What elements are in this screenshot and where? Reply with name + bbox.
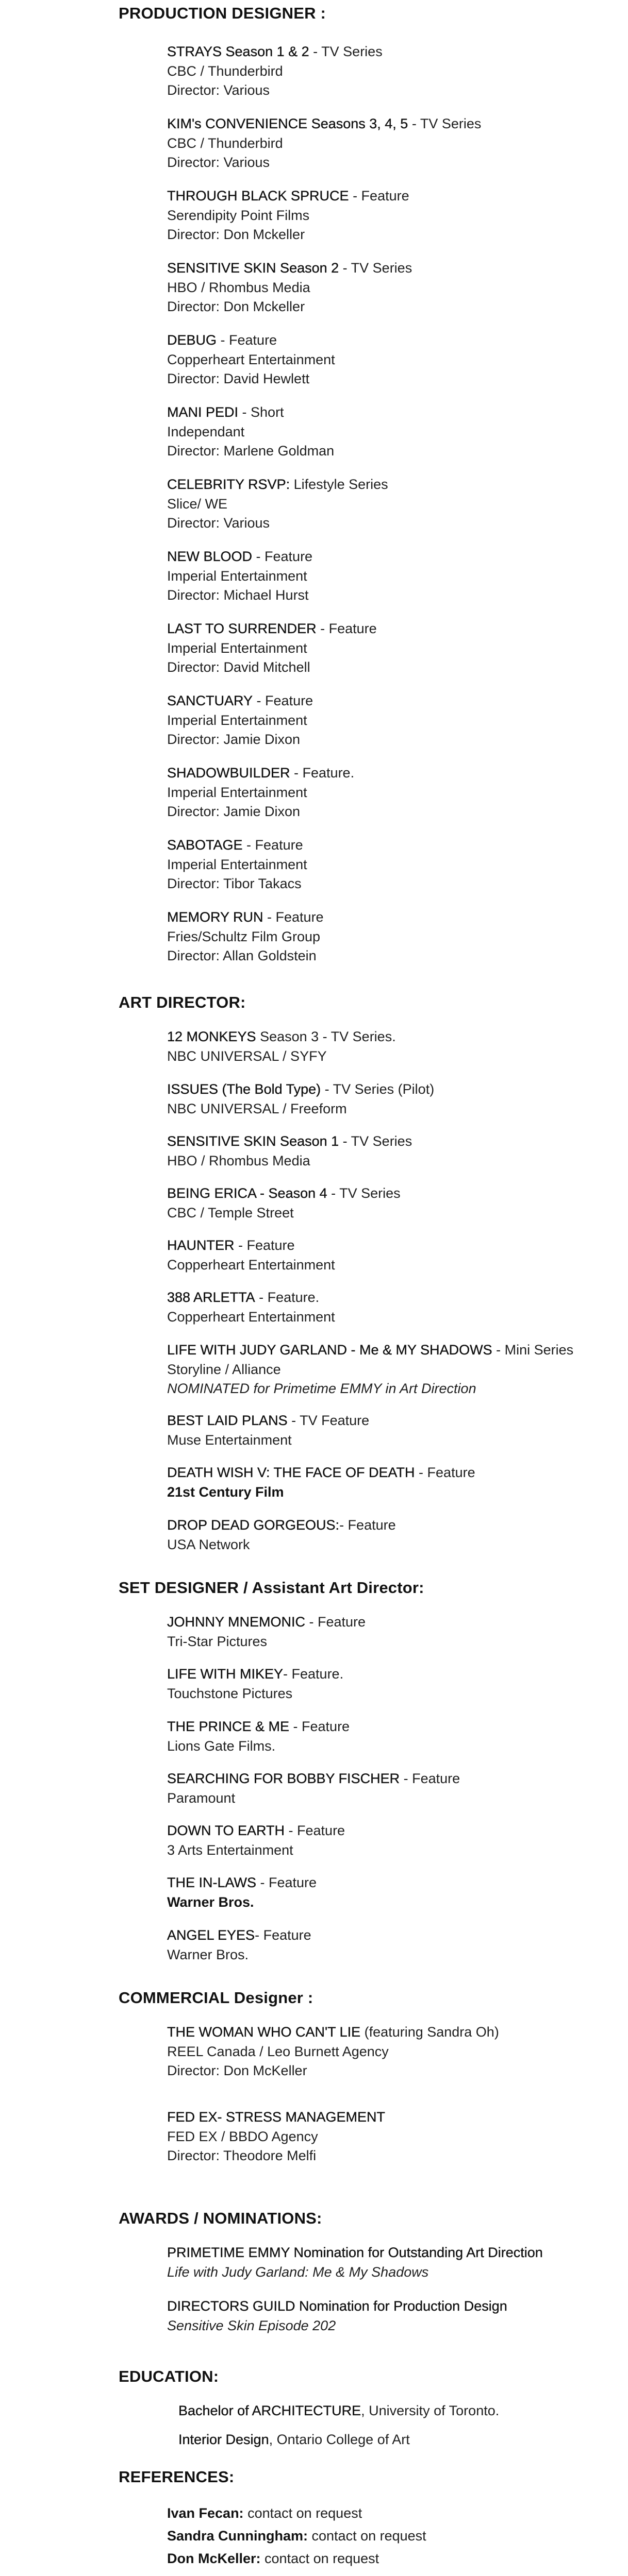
credit-title-line [167, 764, 610, 783]
credit-type: - Short [238, 404, 284, 420]
credit-company: NBC UNIVERSAL / Freeform [167, 1100, 347, 1116]
credit-company: Copperheart Entertainment [167, 1309, 335, 1325]
credit-entry [167, 836, 610, 894]
credit-title-line [167, 2297, 610, 2316]
credit-title-line [167, 1613, 610, 1632]
credit-type: - Feature [255, 1927, 311, 1943]
credit-type: - Feature [256, 1875, 317, 1890]
credit-title-line [167, 187, 610, 206]
credit-entry [167, 691, 610, 750]
credit-title-line [167, 619, 610, 639]
credit-entry [167, 1080, 610, 1118]
credit-title-line [167, 1132, 610, 1151]
credit-company: CBC / Thunderbird [167, 135, 283, 151]
credit-type: - Feature. [283, 1666, 344, 1682]
credit-type: Season 3 - TV Series. [256, 1029, 396, 1044]
credit-title: PRIMETIME EMMY Nomination for Outstanding Art Direction [167, 2245, 543, 2260]
credit-entry [167, 403, 610, 461]
section-heading: REFERENCES: [119, 2468, 235, 2486]
credit-type: Lifestyle Series [290, 477, 388, 492]
credit-company: Touchstone Pictures [167, 1685, 293, 1701]
credit-title: JOHNNY MNEMONIC [167, 1614, 306, 1630]
credit-title: MEMORY RUN [167, 909, 263, 925]
credit-type: - Feature [242, 837, 303, 853]
credit-title-line [167, 1926, 610, 1945]
credit-type: - Feature [400, 1771, 460, 1786]
credit-title: SABOTAGE [167, 837, 243, 853]
credit-type: (featuring Sandra Oh) [360, 2024, 499, 2040]
credit-company: Storyline / Alliance [167, 1361, 281, 1377]
credit-company: HBO / Rhombus Media [167, 1153, 310, 1168]
credit-company: USA Network [167, 1536, 250, 1552]
credit-company: FED EX / BBDO Agency [167, 2128, 318, 2144]
credit-title-line [167, 2243, 610, 2263]
credit-director: Director: Various [167, 155, 270, 170]
credit-entry [167, 619, 610, 677]
credit-title: NEW BLOOD [167, 549, 253, 564]
credit-type: - Feature [252, 549, 313, 564]
credit-title-line [167, 114, 610, 134]
credit-type: - TV Series [309, 44, 383, 59]
credit-entry [167, 259, 610, 317]
credit-company: Copperheart Entertainment [167, 1257, 335, 1273]
credit-company: CBC / Temple Street [167, 1205, 294, 1221]
credit-title: 12 MONKEYS [167, 1029, 256, 1044]
reference-line [167, 2549, 610, 2569]
credit-title-line [167, 331, 610, 350]
credit-title: THE PRINCE & ME [167, 1719, 290, 1734]
credit-title: 388 ARLETTA [167, 1290, 255, 1305]
credit-title: LAST TO SURRENDER [167, 621, 317, 636]
credit-title-line [167, 1341, 610, 1360]
credit-title-line [167, 42, 610, 62]
credit-director: Director: Don Mckeller [167, 299, 305, 314]
credit-title-line [167, 1080, 610, 1099]
credit-entry [167, 475, 610, 533]
credit-company: 21st Century Film [167, 1484, 284, 1500]
credit-entry [178, 2401, 622, 2421]
credit-company: Muse Entertainment [167, 1432, 292, 1448]
credit-title-line [167, 1411, 610, 1431]
credit-type: - Feature. [290, 765, 355, 781]
credit-title-line [167, 908, 610, 927]
credit-title-line [167, 1184, 610, 1204]
credit-title: DIRECTORS GUILD Nomination for Production Design [167, 2298, 507, 2314]
credit-type: - Feature [263, 909, 324, 925]
credit-entry [167, 187, 610, 245]
credit-company: Lions Gate Films. [167, 1738, 276, 1754]
credit-type: - Feature [305, 1614, 366, 1630]
reference-note: contact on request [308, 2528, 426, 2544]
credit-entry [167, 114, 610, 173]
credit-title: SHADOWBUILDER [167, 765, 290, 781]
credit-company: Tri-Star Pictures [167, 1633, 268, 1649]
credit-title: HAUNTER [167, 1238, 235, 1253]
credit-director: Director: David Hewlett [167, 371, 310, 386]
credit-title-line [167, 1288, 610, 1308]
credit-entry [167, 1288, 610, 1327]
credit-title: STRAYS Season 1 & 2 [167, 44, 309, 59]
credit-title: KIM's CONVENIENCE Seasons 3, 4, 5 [167, 116, 408, 131]
credit-entry [167, 2243, 610, 2282]
credit-title: DEATH WISH V: THE FACE OF DEATH [167, 1465, 415, 1480]
credit-type: - Mini Series [492, 1342, 574, 1358]
credit-title-line [167, 403, 610, 422]
credit-title: ANGEL EYES [167, 1927, 255, 1943]
credit-director: Director: Allan Goldstein [167, 948, 317, 963]
credit-title-line [167, 691, 610, 711]
credit-type: - Feature [316, 621, 377, 636]
section-heading: COMMERCIAL Designer : [119, 1989, 313, 2007]
credit-title-line [167, 1717, 610, 1737]
credit-entry [167, 1717, 610, 1756]
credit-company: REEL Canada / Leo Burnett Agency [167, 2043, 389, 2059]
credit-type: - TV Series (Pilot) [321, 1081, 435, 1097]
credit-type: - Feature [253, 693, 313, 708]
credit-title-line [167, 547, 610, 567]
credit-company: Imperial Entertainment [167, 712, 307, 728]
reference-note: contact on request [243, 2505, 362, 2521]
credit-title-line [167, 1665, 610, 1684]
credit-director: Director: Tibor Takacs [167, 876, 302, 891]
credit-company: Copperheart Entertainment [167, 351, 335, 367]
credit-title: MANI PEDI [167, 404, 239, 420]
credit-entry [167, 1516, 610, 1554]
credit-company: Paramount [167, 1790, 236, 1806]
credit-entry [167, 764, 610, 822]
credit-company: Imperial Entertainment [167, 784, 307, 800]
credit-title-line [167, 259, 610, 278]
section-heading: SET DESIGNER / Assistant Art Director: [119, 1579, 424, 1597]
credit-company: Independant [167, 423, 245, 439]
credit-entry [167, 2297, 610, 2335]
credit-type: - Feature [289, 1719, 350, 1734]
credit-type: - Feature [234, 1238, 295, 1253]
credit-title: ISSUES (The Bold Type) [167, 1081, 321, 1097]
credit-director: Director: Various [167, 515, 270, 531]
credit-director: Director: Theodore Melfi [167, 2148, 317, 2163]
credit-title: LIFE WITH JUDY GARLAND - Me & MY SHADOWS [167, 1342, 492, 1358]
section-heading: AWARDS / NOMINATIONS: [119, 2209, 322, 2227]
reference-name: Ivan Fecan: [167, 2505, 244, 2521]
credit-entry [167, 1463, 610, 1502]
credit-type: - Feature. [255, 1290, 320, 1305]
credit-title-line [167, 1463, 610, 1483]
reference-entry [167, 2527, 610, 2546]
credit-title-line [178, 2430, 622, 2450]
credit-type: - Feature [217, 332, 277, 348]
credit-company: NBC UNIVERSAL / SYFY [167, 1048, 327, 1064]
credit-title-line [167, 2108, 610, 2127]
credit-entry [167, 42, 610, 100]
credit-title: THE WOMAN WHO CAN'T LIE [167, 2024, 361, 2040]
credit-entry [167, 547, 610, 605]
credit-entry [167, 1769, 610, 1808]
credit-director: Director: Various [167, 82, 270, 98]
credit-note: Sensitive Skin Episode 202 [167, 2317, 336, 2333]
credit-entry [167, 2023, 610, 2081]
credit-type: , Ontario College of Art [269, 2432, 410, 2447]
credit-title-line [167, 1769, 610, 1789]
credit-title-line [167, 475, 610, 495]
credit-note: Life with Judy Garland: Me & My Shadows [167, 2264, 429, 2280]
section-heading: EDUCATION: [119, 2367, 219, 2385]
credit-title-line [167, 836, 610, 855]
credit-entry [167, 908, 610, 966]
credit-title: SEARCHING FOR BOBBY FISCHER [167, 1771, 400, 1786]
credit-type: - Feature [285, 1823, 345, 1838]
credit-director: Director: Jamie Dixon [167, 732, 301, 747]
credit-company: CBC / Thunderbird [167, 63, 283, 79]
credit-title-line [178, 2401, 622, 2421]
credit-director: Director: Michael Hurst [167, 587, 309, 603]
section-heading: PRODUCTION DESIGNER : [119, 4, 326, 22]
credit-entry [167, 1665, 610, 1703]
credit-entry [178, 2430, 622, 2450]
credit-title: Interior Design [178, 2432, 269, 2447]
credit-type: - TV Series [339, 260, 412, 276]
credit-title: Bachelor of ARCHITECTURE [178, 2403, 361, 2418]
credit-title: CELEBRITY RSVP: [167, 477, 290, 492]
credit-type: - Feature [339, 1517, 396, 1533]
credit-director: Director: David Mitchell [167, 659, 310, 675]
credit-entry [167, 1926, 610, 1964]
credit-title: BEING ERICA - Season 4 [167, 1185, 327, 1201]
credit-title: SENSITIVE SKIN Season 1 [167, 1133, 339, 1149]
credit-entry [167, 1873, 610, 1912]
credit-title: THE IN-LAWS [167, 1875, 257, 1890]
reference-line [167, 2527, 610, 2546]
reference-entry [167, 2549, 610, 2569]
credit-title-line [167, 1873, 610, 1893]
credit-entry [167, 1184, 610, 1223]
credit-company: Fries/Schultz Film Group [167, 928, 321, 944]
credit-company: Serendipity Point Films [167, 207, 310, 223]
credit-type: - TV Series [327, 1185, 401, 1201]
credit-title: LIFE WITH MIKEY [167, 1666, 284, 1682]
credit-entry [167, 331, 610, 389]
credit-title-line [167, 1027, 610, 1047]
reference-note: contact on request [260, 2551, 379, 2566]
credit-entry [167, 1132, 610, 1171]
credit-title-line [167, 1516, 610, 1535]
credit-note: NOMINATED for Primetime EMMY in Art Direction [167, 1381, 476, 1396]
credit-company: Imperial Entertainment [167, 568, 307, 584]
reference-name: Don McKeller: [167, 2551, 261, 2566]
credit-type: - Feature [415, 1465, 475, 1480]
credit-title: THROUGH BLACK SPRUCE [167, 188, 349, 204]
credit-company: HBO / Rhombus Media [167, 279, 310, 295]
credit-company: 3 Arts Entertainment [167, 1842, 293, 1858]
credit-title: SANCTUARY [167, 693, 253, 708]
credit-entry [167, 2108, 610, 2166]
credit-director: Director: Don McKeller [167, 2063, 307, 2078]
credit-title: FED EX- STRESS MANAGEMENT [167, 2109, 386, 2125]
credit-company: Imperial Entertainment [167, 856, 307, 872]
credit-type: , University of Toronto. [361, 2403, 500, 2418]
credit-entry [167, 1341, 610, 1399]
credit-director: Director: Marlene Goldman [167, 443, 335, 459]
reference-entry [167, 2504, 610, 2523]
credit-company: Warner Bros. [167, 1946, 249, 1962]
credit-entry [167, 1027, 610, 1066]
credit-director: Director: Jamie Dixon [167, 804, 301, 819]
credit-title-line [167, 1821, 610, 1841]
reference-name: Sandra Cunningham: [167, 2528, 308, 2544]
section-heading: ART DIRECTOR: [119, 993, 246, 1011]
credit-entry [167, 1821, 610, 1860]
credit-company: Warner Bros. [167, 1894, 254, 1910]
credit-director: Director: Don Mckeller [167, 227, 305, 242]
reference-line [167, 2504, 610, 2523]
credit-type: - TV Series [408, 116, 482, 131]
credit-entry [167, 1411, 610, 1450]
credit-title: DEBUG [167, 332, 217, 348]
credit-entry [167, 1236, 610, 1275]
credit-company: Slice/ WE [167, 496, 228, 512]
credit-type: - TV Series [339, 1133, 412, 1149]
credit-title: BEST LAID PLANS [167, 1413, 288, 1428]
credit-title: DROP DEAD GORGEOUS: [167, 1517, 340, 1533]
credit-title-line [167, 1236, 610, 1256]
credit-title: SENSITIVE SKIN Season 2 [167, 260, 339, 276]
credit-entry [167, 1613, 610, 1651]
credit-title-line [167, 2023, 610, 2042]
credit-type: - TV Feature [287, 1413, 370, 1428]
credit-title: DOWN TO EARTH [167, 1823, 285, 1838]
credit-type: - Feature [349, 188, 409, 204]
credit-company: Imperial Entertainment [167, 640, 307, 656]
